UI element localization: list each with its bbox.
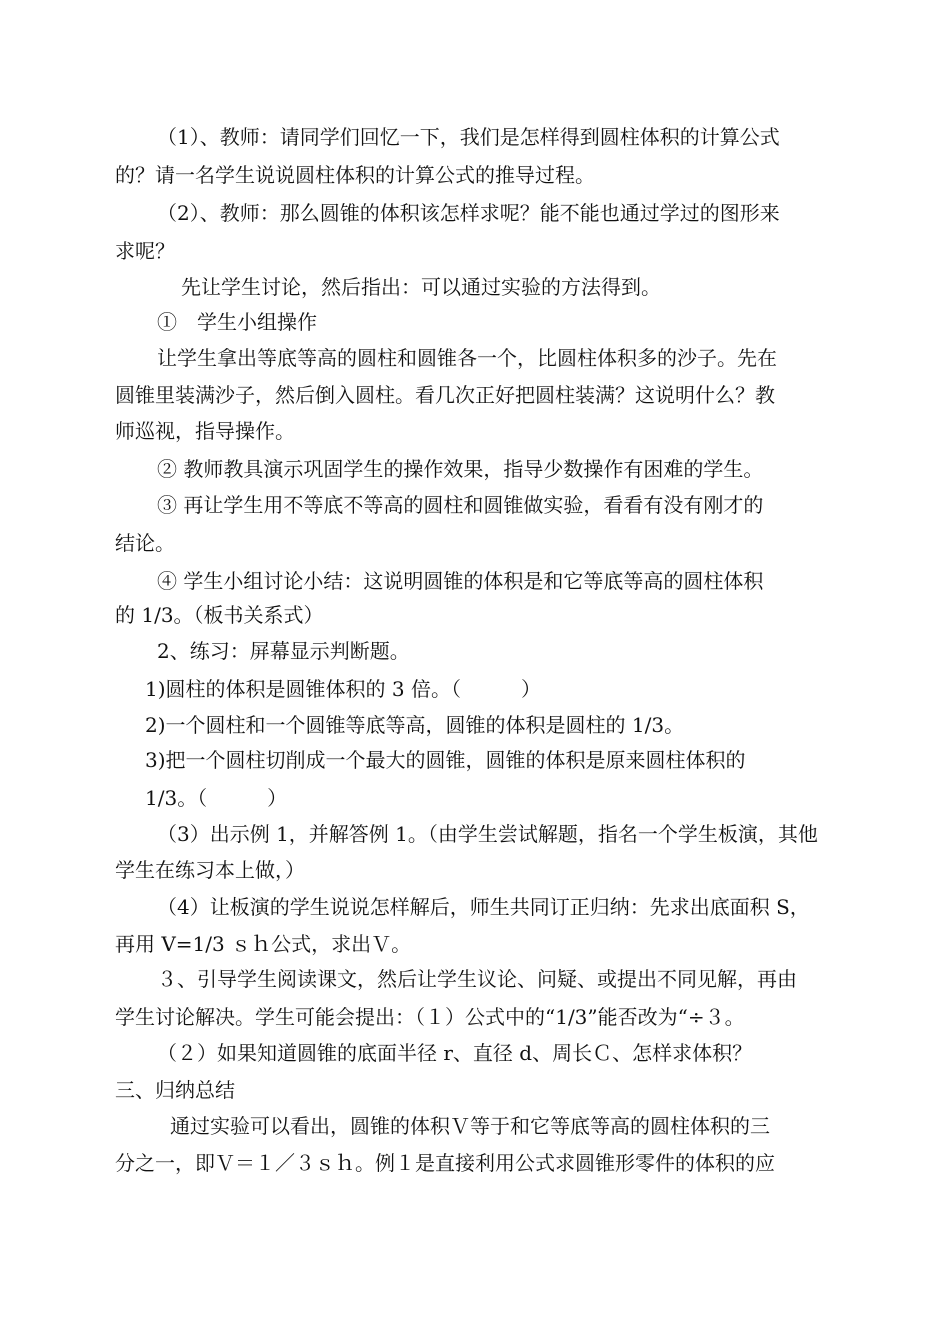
- text-line: 学生在练习本上做，）: [115, 858, 305, 882]
- text-line: ① 学生小组操作: [157, 310, 317, 334]
- text-line: 2)一个圆柱和一个圆锥等底等高，圆锥的体积是圆柱的 1/3。: [145, 713, 685, 737]
- text-line: 先让学生讨论，然后指出：可以通过实验的方法得到。: [181, 275, 661, 299]
- text-line: 3)把一个圆柱切削成一个最大的圆锥，圆锥的体积是原来圆柱体积的: [145, 748, 746, 772]
- text-line: 圆锥里装满沙子，然后倒入圆柱。看几次正好把圆柱装满？这说明什么？教: [115, 383, 775, 407]
- text-line: ④ 学生小组讨论小结：这说明圆锥的体积是和它等底等高的圆柱体积: [157, 569, 764, 593]
- section-heading: 三、归纳总结: [115, 1078, 235, 1102]
- text-line: 再用 V=1/3 ｓｈ公式，求出Ｖ。: [115, 932, 412, 956]
- text-line: 结论。: [115, 531, 175, 555]
- text-line: （1）、教师：请同学们回忆一下，我们是怎样得到圆柱体积的计算公式: [157, 125, 780, 149]
- text-line: （3）出示例 1，并解答例 1。（由学生尝试解题，指名一个学生板演，其他: [157, 822, 818, 846]
- text-line: 2、练习：屏幕显示判断题。: [157, 639, 410, 663]
- text-line: 让学生拿出等底等高的圆柱和圆锥各一个，比圆柱体积多的沙子。先在: [157, 346, 777, 370]
- text-line: ② 教师教具演示巩固学生的操作效果，指导少数操作有困难的学生。: [157, 457, 764, 481]
- text-line: 求呢？: [115, 239, 175, 263]
- text-line: 通过实验可以看出，圆锥的体积Ｖ等于和它等底等高的圆柱体积的三: [170, 1114, 770, 1138]
- text-line: 分之一，即Ｖ＝１／３ｓｈ。例１是直接利用公式求圆锥形零件的体积的应: [115, 1151, 775, 1175]
- text-line: （4）让板演的学生说说怎样解后，师生共同订正归纳：先求出底面积 S，: [157, 895, 810, 919]
- text-line: 1/3。（ ）: [145, 786, 288, 810]
- text-line: 的 1/3。（板书关系式）: [115, 603, 324, 627]
- text-line: （２）如果知道圆锥的底面半径 r、直径 d、周长Ｃ、怎样求体积？: [157, 1041, 753, 1065]
- text-line: 学生讨论解决。学生可能会提出：（１）公式中的“1/3”能否改为“÷３。: [115, 1005, 745, 1029]
- text-line: 的？请一名学生说说圆柱体积的计算公式的推导过程。: [115, 163, 595, 187]
- text-line: 师巡视，指导操作。: [115, 419, 295, 443]
- text-line: （2）、教师：那么圆锥的体积该怎样求呢？能不能也通过学过的图形来: [157, 201, 780, 225]
- text-line: ③ 再让学生用不等底不等高的圆柱和圆锥做实验，看看有没有刚才的: [157, 493, 764, 517]
- text-line: 1)圆柱的体积是圆锥体积的 3 倍。（ ）: [145, 677, 541, 701]
- text-line: ３、引导学生阅读课文，然后让学生议论、问疑、或提出不同见解，再由: [157, 967, 797, 991]
